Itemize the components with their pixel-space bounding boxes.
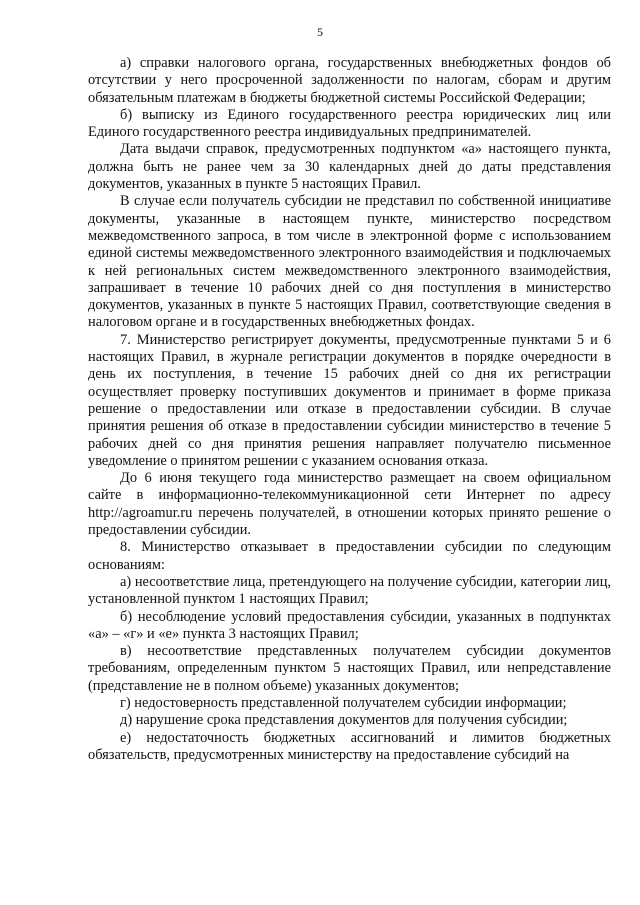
paragraph-recipient-list-publication: До 6 июня текущего года министерство размещает на своем официальном сайте в информационно-телекоммуникационной сети Интернет по адресу http://agroamur.ru перечень получателей, в отношении которых принято решение о предоставлении субсидии.	[88, 470, 611, 539]
paragraph-item-8-refusal-grounds: 8. Министерство отказывает в предоставлении субсидии по следующим основаниям:	[88, 539, 611, 573]
paragraph-item-7-registration: 7. Министерство регистрирует документы, предусмотренные пунктами 5 и 6 настоящих Правил, в журнале регистрации документов в порядке очередности в день их поступления, в течение 15 рабочих дней со дня их регистрации осуществляет проверку поступивших документов и принимает в форме приказа решение о предоставлении или отказе в предоставлении субсидии. В случае принятия решения об отказе в предоставлении субсидии министерство в течение 5 рабочих дней со дня принятия решения направляет получателю письменное уведомление о принятом решении с указанием основания отказа.	[88, 331, 611, 469]
paragraph-refusal-d: д) нарушение срока представления документов для получения субсидии;	[120, 712, 568, 729]
paragraph-refusal-v: в) несоответствие представленных получателем субсидии документов требованиям, определенным пунктом 5 настоящих Правил, или непредставление (представление не в полном объеме) указанных документов;	[88, 643, 611, 694]
paragraph-interagency-request: В случае если получатель субсидии не представил по собственной инициативе документы, указанные в настоящем пункте, министерство посредством межведомственного запроса, в том числе в электронной форме с использованием единой системы межведомственного электронного взаимодействия и подключаемых к ней региональных систем межведомственного электронного взаимодействия, запрашивает в течение 10 рабочих дней со дня поступления в министерство документов, указанных в пункте 5 настоящих Правил, соответствующие сведения в налоговом органе и в государственных внебюджетных фондах.	[88, 193, 611, 331]
paragraph-refusal-a: а) несоответствие лица, претендующего на получение субсидии, категории лиц, установленной пунктом 1 настоящих Правил;	[88, 573, 611, 608]
paragraph-refusal-b: б) несоблюдение условий предоставления субсидии, указанных в подпунктах «а» – «г» и «е» пункта 3 настоящих Правил;	[88, 608, 611, 642]
paragraph-certificate-date: Дата выдачи справок, предусмотренных подпунктом «а» настоящего пункта, должна быть не ранее чем за 30 календарных дней до даты представления документов, указанных в пункте 5 настоящих Правил.	[88, 141, 611, 193]
paragraph-subitem-b-registry-extract: б) выписку из Единого государственного реестра юридических лиц или Единого государственного реестра индивидуальных предпринимателей.	[88, 106, 611, 141]
paragraph-refusal-e: е) недостаточность бюджетных ассигнований и лимитов бюджетных обязательств, предусмотренных министерству на предоставление субсидий на	[88, 729, 611, 763]
paragraph-refusal-g: г) недостоверность представленной получателем субсидии информации;	[120, 694, 567, 711]
page-number: 5	[317, 25, 323, 39]
document-body	[88, 55, 611, 764]
paragraph-subitem-a-tax-certificates: а) справки налогового органа, государственных внебюджетных фондов об отсутствии у него просроченной задолженности по налогам, сборам и другим обязательным платежам в бюджеты бюджетной системы Российской Федерации;	[88, 55, 611, 106]
